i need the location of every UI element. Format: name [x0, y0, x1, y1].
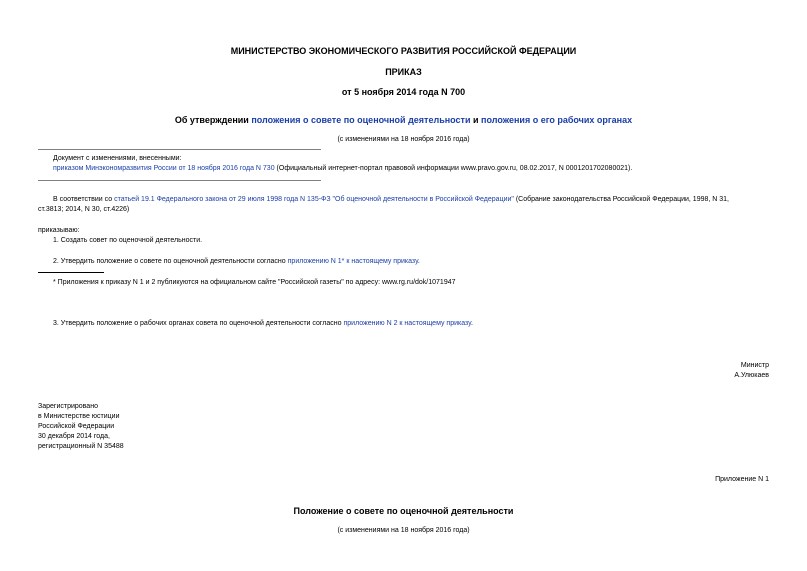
document-type: ПРИКАЗ	[385, 67, 422, 77]
signature-position: Министр	[740, 362, 769, 369]
appendix-1-link[interactable]: приложению N 1* к настоящему приказу	[287, 258, 418, 265]
document-date-number: от 5 ноября 2014 года N 700	[341, 87, 466, 97]
order-item-1: 1. Создать совет по оценочной деятельности.	[53, 237, 203, 244]
document-title	[0, 115, 807, 126]
order-item-2	[53, 257, 420, 266]
preamble-line-1	[53, 195, 729, 204]
amendments-intro: Документ с изменениями, внесенными:	[53, 155, 182, 162]
registration-block	[38, 402, 124, 452]
appendix-amended-note: (с изменениями на 18 ноября 2016 года)	[337, 527, 470, 534]
order-item-2-tail: .	[417, 258, 420, 265]
title-middle: и	[470, 115, 482, 125]
footnote-divider	[38, 272, 104, 273]
preamble-line-2: ст.3813; 2014, N 30, ст.4226)	[38, 206, 130, 213]
title-amended-note: (с изменениями на 18 ноября 2016 года)	[337, 136, 470, 143]
registration-line: в Министерстве юстиции	[38, 413, 120, 420]
amendments-line	[53, 164, 632, 173]
amendment-source: (Официальный интернет-портал правовой информации www.pravo.gov.ru, 08.02.2017, N 0001201702080021).	[274, 165, 633, 172]
order-item-2-text: 2. Утвердить положение о совете по оценочной деятельности согласно	[53, 258, 288, 265]
registration-line: 30 декабря 2014 года,	[38, 433, 110, 440]
registration-line: Зарегистрировано	[38, 403, 98, 410]
amendments-bottom-divider	[38, 180, 321, 181]
order-item-3-tail: .	[470, 320, 473, 327]
registration-line: Российской Федерации	[38, 423, 115, 430]
federal-law-link[interactable]: статьей 19.1 Федерального закона от 29 июля 1998 года N 135-ФЗ "Об оценочной деятельности в Российской Федерации"	[114, 196, 514, 203]
preamble-prefix: В соответствии со	[53, 196, 115, 203]
preamble-tail: (Собрание законодательства Российской Федерации, 1998, N 31,	[513, 196, 729, 203]
title-link-working-bodies[interactable]: положения о его рабочих органах	[481, 115, 633, 125]
appendix-2-link[interactable]: приложению N 2 к настоящему приказу	[343, 320, 471, 327]
registration-line: регистрационный N 35488	[38, 443, 124, 450]
appendix-label: Приложение N 1	[715, 476, 769, 483]
amendment-order-link[interactable]: приказом Минэкономразвития России от 18 ноября 2016 года N 730	[53, 165, 275, 172]
title-link-council-regulation[interactable]: положения о совете по оценочной деятельности	[251, 115, 471, 125]
title-prefix: Об утверждении	[174, 115, 252, 125]
amendments-top-divider	[38, 149, 321, 150]
order-item-3-text: 3. Утвердить положение о рабочих органах совета по оценочной деятельности согласно	[53, 320, 344, 327]
order-word: приказываю:	[38, 227, 80, 234]
order-item-3	[53, 319, 473, 328]
footnote: * Приложения к приказу N 1 и 2 публикуются на официальном сайте "Российской газеты" по адресу: www.rg.ru/dok/1071947	[53, 279, 456, 286]
signature-name: А.Улюкаев	[734, 372, 769, 379]
ministry-name: МИНИСТЕРСТВО ЭКОНОМИЧЕСКОГО РАЗВИТИЯ РОССИЙСКОЙ ФЕДЕРАЦИИ	[230, 46, 577, 56]
appendix-title: Положение о совете по оценочной деятельности	[293, 506, 514, 516]
